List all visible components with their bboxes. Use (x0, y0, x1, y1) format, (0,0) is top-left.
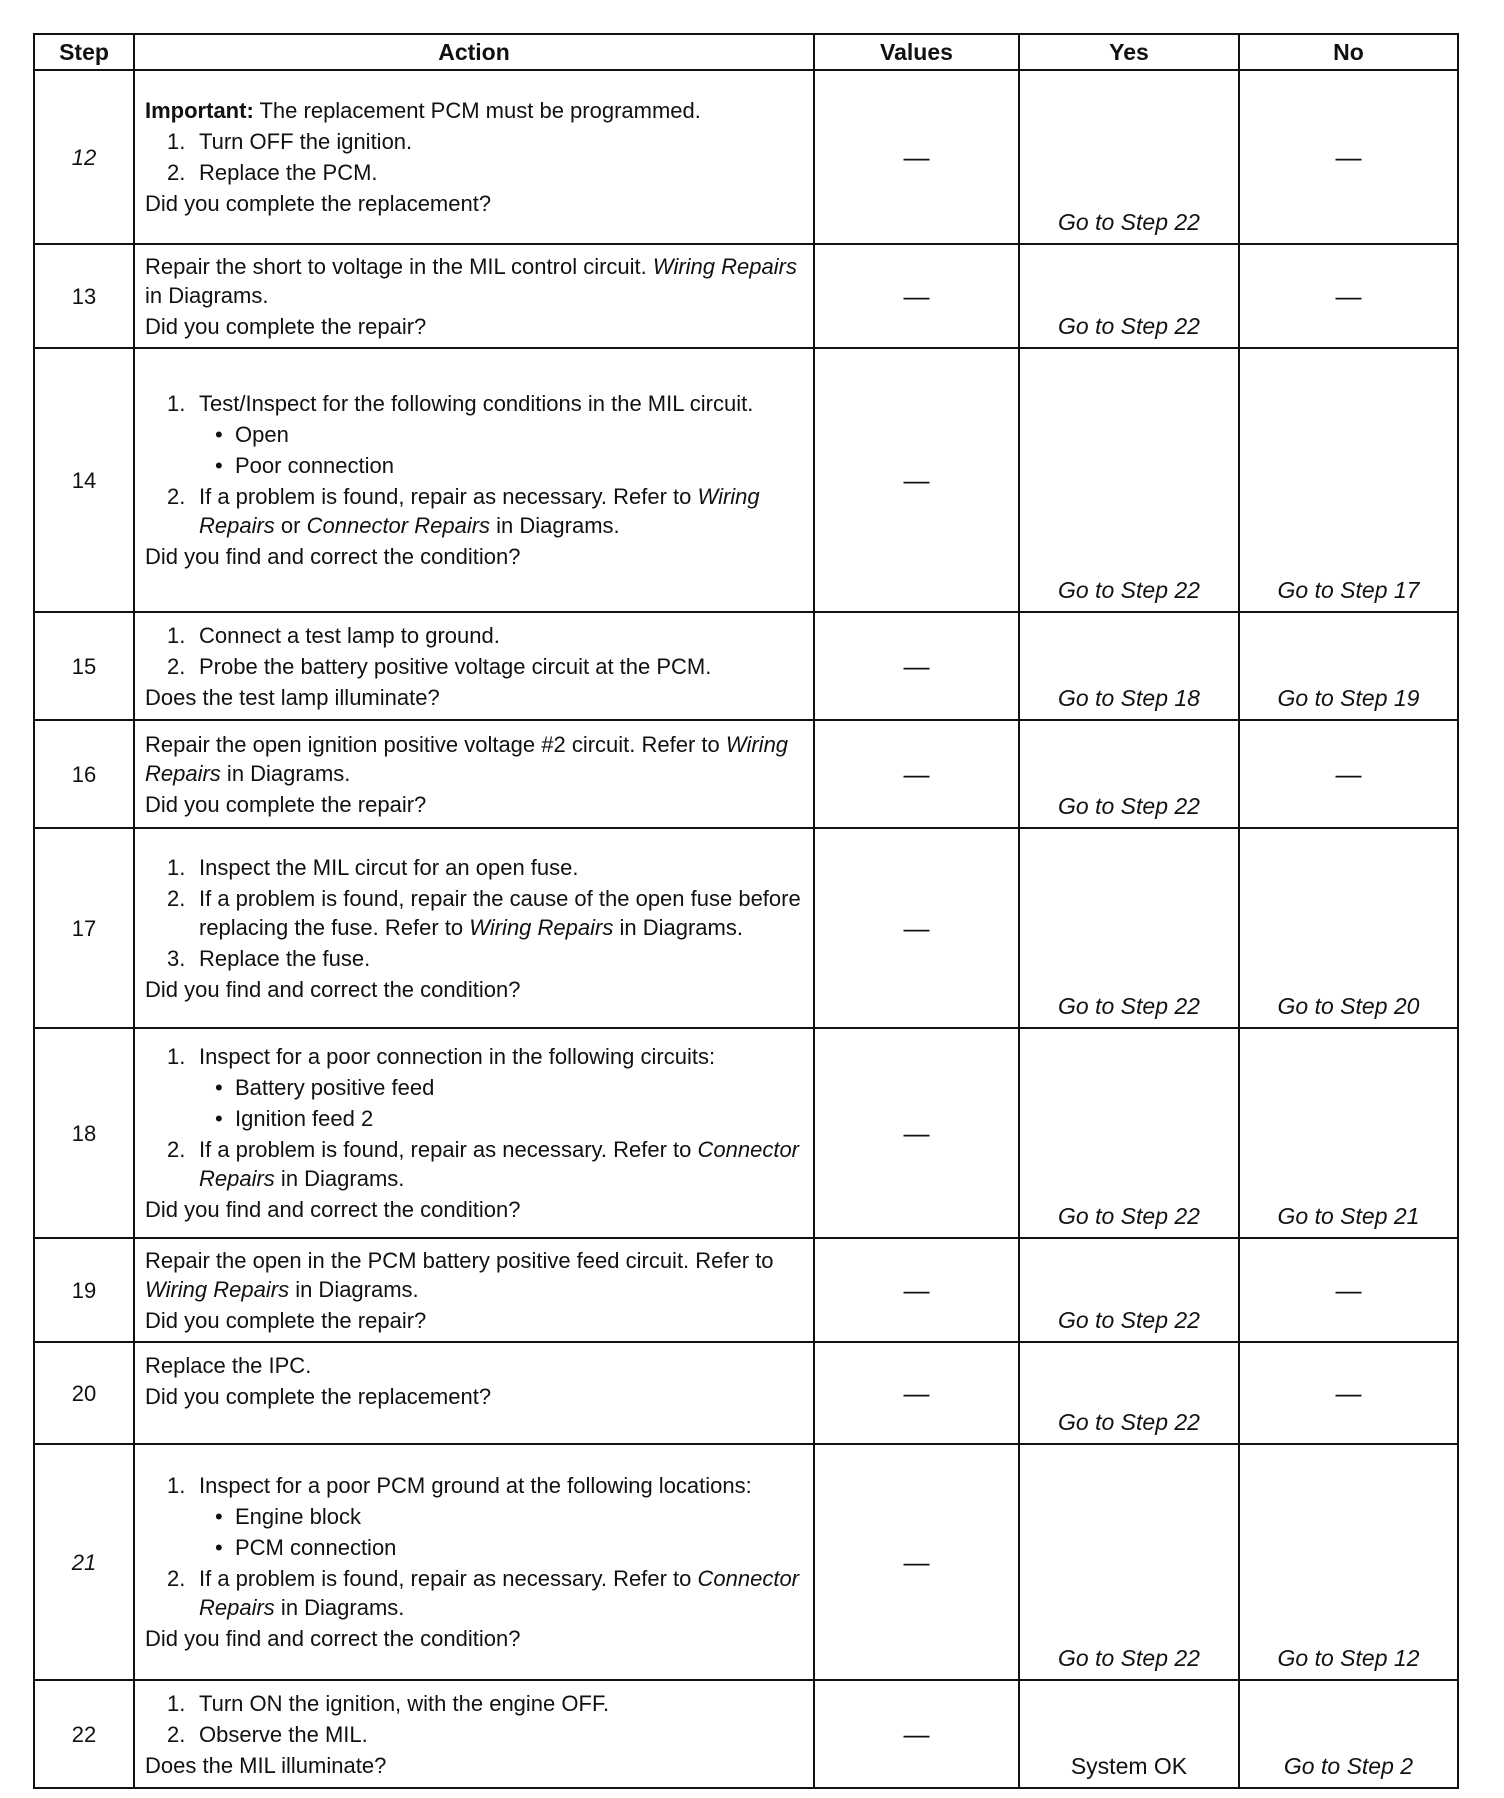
item-text: Inspect the MIL circut for an open fuse. (199, 854, 579, 880)
yes-cell: Go to Step 22 (1019, 720, 1239, 828)
item-text: If a problem is found, repair as necessary. Refer to (199, 1566, 698, 1591)
action-cell (134, 70, 814, 244)
reference-link: Wiring Repairs (145, 731, 789, 786)
values-cell: — (814, 348, 1019, 612)
item-text: in Diagrams. (490, 513, 620, 538)
item-number: 2. (167, 1721, 186, 1747)
item-number: 2. (167, 653, 186, 679)
reference-link: Connector Repairs (199, 1137, 800, 1191)
question: Does the MIL illuminate? (145, 1752, 387, 1778)
step-number: 12 (34, 70, 134, 244)
no-cell: Go to Step 12 (1239, 1444, 1458, 1680)
item-number: 2. (167, 1566, 186, 1591)
reference-link: Connector Repairs (199, 1566, 800, 1620)
action-cell (134, 828, 814, 1028)
item-text: Test/Inspect for the following conditions in the MIL circuit. (199, 391, 754, 416)
bullet-icon: • (215, 1535, 223, 1560)
action-cell (134, 1028, 814, 1238)
action-cell (134, 1680, 814, 1788)
question: Does the test lamp illuminate? (145, 684, 440, 710)
header-row (34, 34, 1458, 70)
question: Did you find and correct the condition? (145, 1626, 521, 1651)
item-number: 1. (167, 854, 186, 880)
values-cell: — (814, 70, 1019, 244)
action-cell (134, 612, 814, 720)
values-cell: — (814, 1680, 1019, 1788)
reference-link: Wiring Repairs (145, 1276, 290, 1302)
step-number: 15 (34, 612, 134, 720)
step-number: 16 (34, 720, 134, 828)
action-text: in Diagrams. (289, 1276, 419, 1302)
yes-cell: Go to Step 22 (1019, 70, 1239, 244)
item-number: 1. (167, 1473, 186, 1498)
bullet-text: PCM connection (235, 1535, 397, 1560)
item-number: 2. (167, 1137, 186, 1162)
step-number: 14 (34, 348, 134, 612)
question: Did you find and correct the condition? (145, 976, 521, 1002)
step-number: 22 (34, 1680, 134, 1788)
question: Did you complete the repair? (145, 791, 427, 817)
yes-cell: Go to Step 22 (1019, 348, 1239, 612)
bullet-text: Open (235, 422, 289, 447)
question: Did you complete the replacement? (145, 191, 492, 216)
item-text: in Diagrams. (613, 914, 743, 940)
step-row-12 (34, 70, 1458, 244)
step-row-14 (34, 348, 1458, 612)
step-row-17 (34, 828, 1458, 1028)
reference-link: Wiring Repairs (652, 253, 797, 279)
values-cell: — (814, 720, 1019, 828)
step-number: 21 (34, 1444, 134, 1680)
no-cell: Go to Step 2 (1239, 1680, 1458, 1788)
diagnostic-table (33, 33, 1459, 1789)
item-text: If a problem is found, repair as necessary. Refer to (199, 484, 698, 509)
item-number: 1. (167, 391, 186, 416)
item-number: 2. (167, 885, 186, 911)
item-number: 1. (167, 622, 186, 648)
bullet-text: Engine block (235, 1504, 361, 1529)
item-number: 2. (167, 160, 186, 185)
question: Did you complete the replacement? (145, 1384, 492, 1409)
no-cell: — (1239, 1238, 1458, 1342)
values-cell: — (814, 1342, 1019, 1444)
values-cell: — (814, 828, 1019, 1028)
step-number: 18 (34, 1028, 134, 1238)
reference-link: Connector Repairs (306, 513, 491, 538)
bullet-icon: • (215, 1106, 223, 1131)
item-text: Inspect for a poor PCM ground at the following locations: (199, 1473, 752, 1498)
yes-cell: Go to Step 22 (1019, 1444, 1239, 1680)
step-row-21 (34, 1444, 1458, 1680)
item-number: 3. (167, 945, 186, 971)
item-number: 1. (167, 1690, 186, 1716)
question: Did you complete the repair? (145, 313, 427, 339)
no-cell: Go to Step 21 (1239, 1028, 1458, 1238)
no-cell: — (1239, 244, 1458, 348)
action-cell (134, 720, 814, 828)
item-text: Probe the battery positive voltage circuit at the PCM. (199, 653, 712, 679)
bullet-text: Poor connection (235, 453, 394, 478)
item-text: Connect a test lamp to ground. (199, 622, 500, 648)
action-text: Repair the short to voltage in the MIL control circuit. (145, 253, 653, 279)
yes-cell: Go to Step 22 (1019, 1238, 1239, 1342)
item-text: Turn OFF the ignition. (199, 129, 413, 154)
step-number: 19 (34, 1238, 134, 1342)
item-text: Inspect for a poor connection in the following circuits: (199, 1044, 716, 1069)
reference-link: Wiring Repairs (199, 484, 760, 538)
item-text: in Diagrams. (274, 1595, 405, 1620)
step-row-19 (34, 1238, 1458, 1342)
values-cell: — (814, 244, 1019, 348)
bullet-text: Ignition feed 2 (235, 1106, 374, 1131)
item-text: or (274, 513, 307, 538)
yes-cell: Go to Step 22 (1019, 828, 1239, 1028)
no-cell: — (1239, 720, 1458, 828)
action-cell (134, 1238, 814, 1342)
action-cell (134, 1342, 814, 1444)
yes-cell: Go to Step 18 (1019, 612, 1239, 720)
action-text: Repair the open ignition positive voltage #2 circuit. Refer to (145, 731, 726, 757)
reference-link: Wiring Repairs (469, 914, 614, 940)
bullet-icon: • (215, 1504, 223, 1529)
values-cell: — (814, 1444, 1019, 1680)
header-yes: Yes (1019, 34, 1239, 70)
values-cell: — (814, 1028, 1019, 1238)
diagnostic-table-sheet (33, 33, 1457, 1789)
item-text: Turn ON the ignition, with the engine OFF. (199, 1690, 610, 1716)
action-cell (134, 244, 814, 348)
yes-cell: System OK (1019, 1680, 1239, 1788)
item-text: in Diagrams. (274, 1166, 405, 1191)
step-number: 13 (34, 244, 134, 348)
step-number: 17 (34, 828, 134, 1028)
item-text: Replace the fuse. (199, 945, 371, 971)
question: Did you find and correct the condition? (145, 1197, 521, 1222)
action-cell (134, 348, 814, 612)
header-no: No (1239, 34, 1458, 70)
no-cell: — (1239, 1342, 1458, 1444)
action-cell (134, 1444, 814, 1680)
header-step: Step (34, 34, 134, 70)
values-cell: — (814, 612, 1019, 720)
item-text: Replace the PCM. (199, 160, 378, 185)
item-number: 2. (167, 484, 186, 509)
item-number: 1. (167, 1044, 186, 1069)
step-row-22 (34, 1680, 1458, 1788)
step-row-20 (34, 1342, 1458, 1444)
item-text: Observe the MIL. (199, 1721, 368, 1747)
yes-cell: Go to Step 22 (1019, 1028, 1239, 1238)
step-row-16 (34, 720, 1458, 828)
step-row-18 (34, 1028, 1458, 1238)
no-cell: Go to Step 17 (1239, 348, 1458, 612)
header-action: Action (134, 34, 814, 70)
action-text: in Diagrams. (145, 282, 269, 308)
yes-cell: Go to Step 22 (1019, 1342, 1239, 1444)
action-text: Replace the IPC. (145, 1353, 312, 1378)
important-label: Important: (145, 98, 254, 123)
yes-cell: Go to Step 22 (1019, 244, 1239, 348)
item-text: If a problem is found, repair as necessary. Refer to (199, 1137, 698, 1162)
no-cell: — (1239, 70, 1458, 244)
bullet-text: Battery positive feed (235, 1075, 435, 1100)
no-cell: Go to Step 19 (1239, 612, 1458, 720)
question: Did you complete the repair? (145, 1307, 427, 1333)
values-cell: — (814, 1238, 1019, 1342)
step-row-15 (34, 612, 1458, 720)
action-text: Repair the open in the PCM battery positive feed circuit. Refer to (145, 1247, 774, 1273)
bullet-icon: • (215, 422, 223, 447)
action-text: in Diagrams. (220, 760, 351, 786)
step-number: 20 (34, 1342, 134, 1444)
important-text: The replacement PCM must be programmed. (253, 98, 701, 123)
question: Did you find and correct the condition? (145, 544, 521, 569)
bullet-icon: • (215, 453, 223, 478)
no-cell: Go to Step 20 (1239, 828, 1458, 1028)
item-number: 1. (167, 129, 186, 154)
step-row-13 (34, 244, 1458, 348)
header-values: Values (814, 34, 1019, 70)
item-text: If a problem is found, repair the cause of the open fuse before replacing the fuse. Refer to (199, 885, 801, 940)
bullet-icon: • (215, 1075, 223, 1100)
